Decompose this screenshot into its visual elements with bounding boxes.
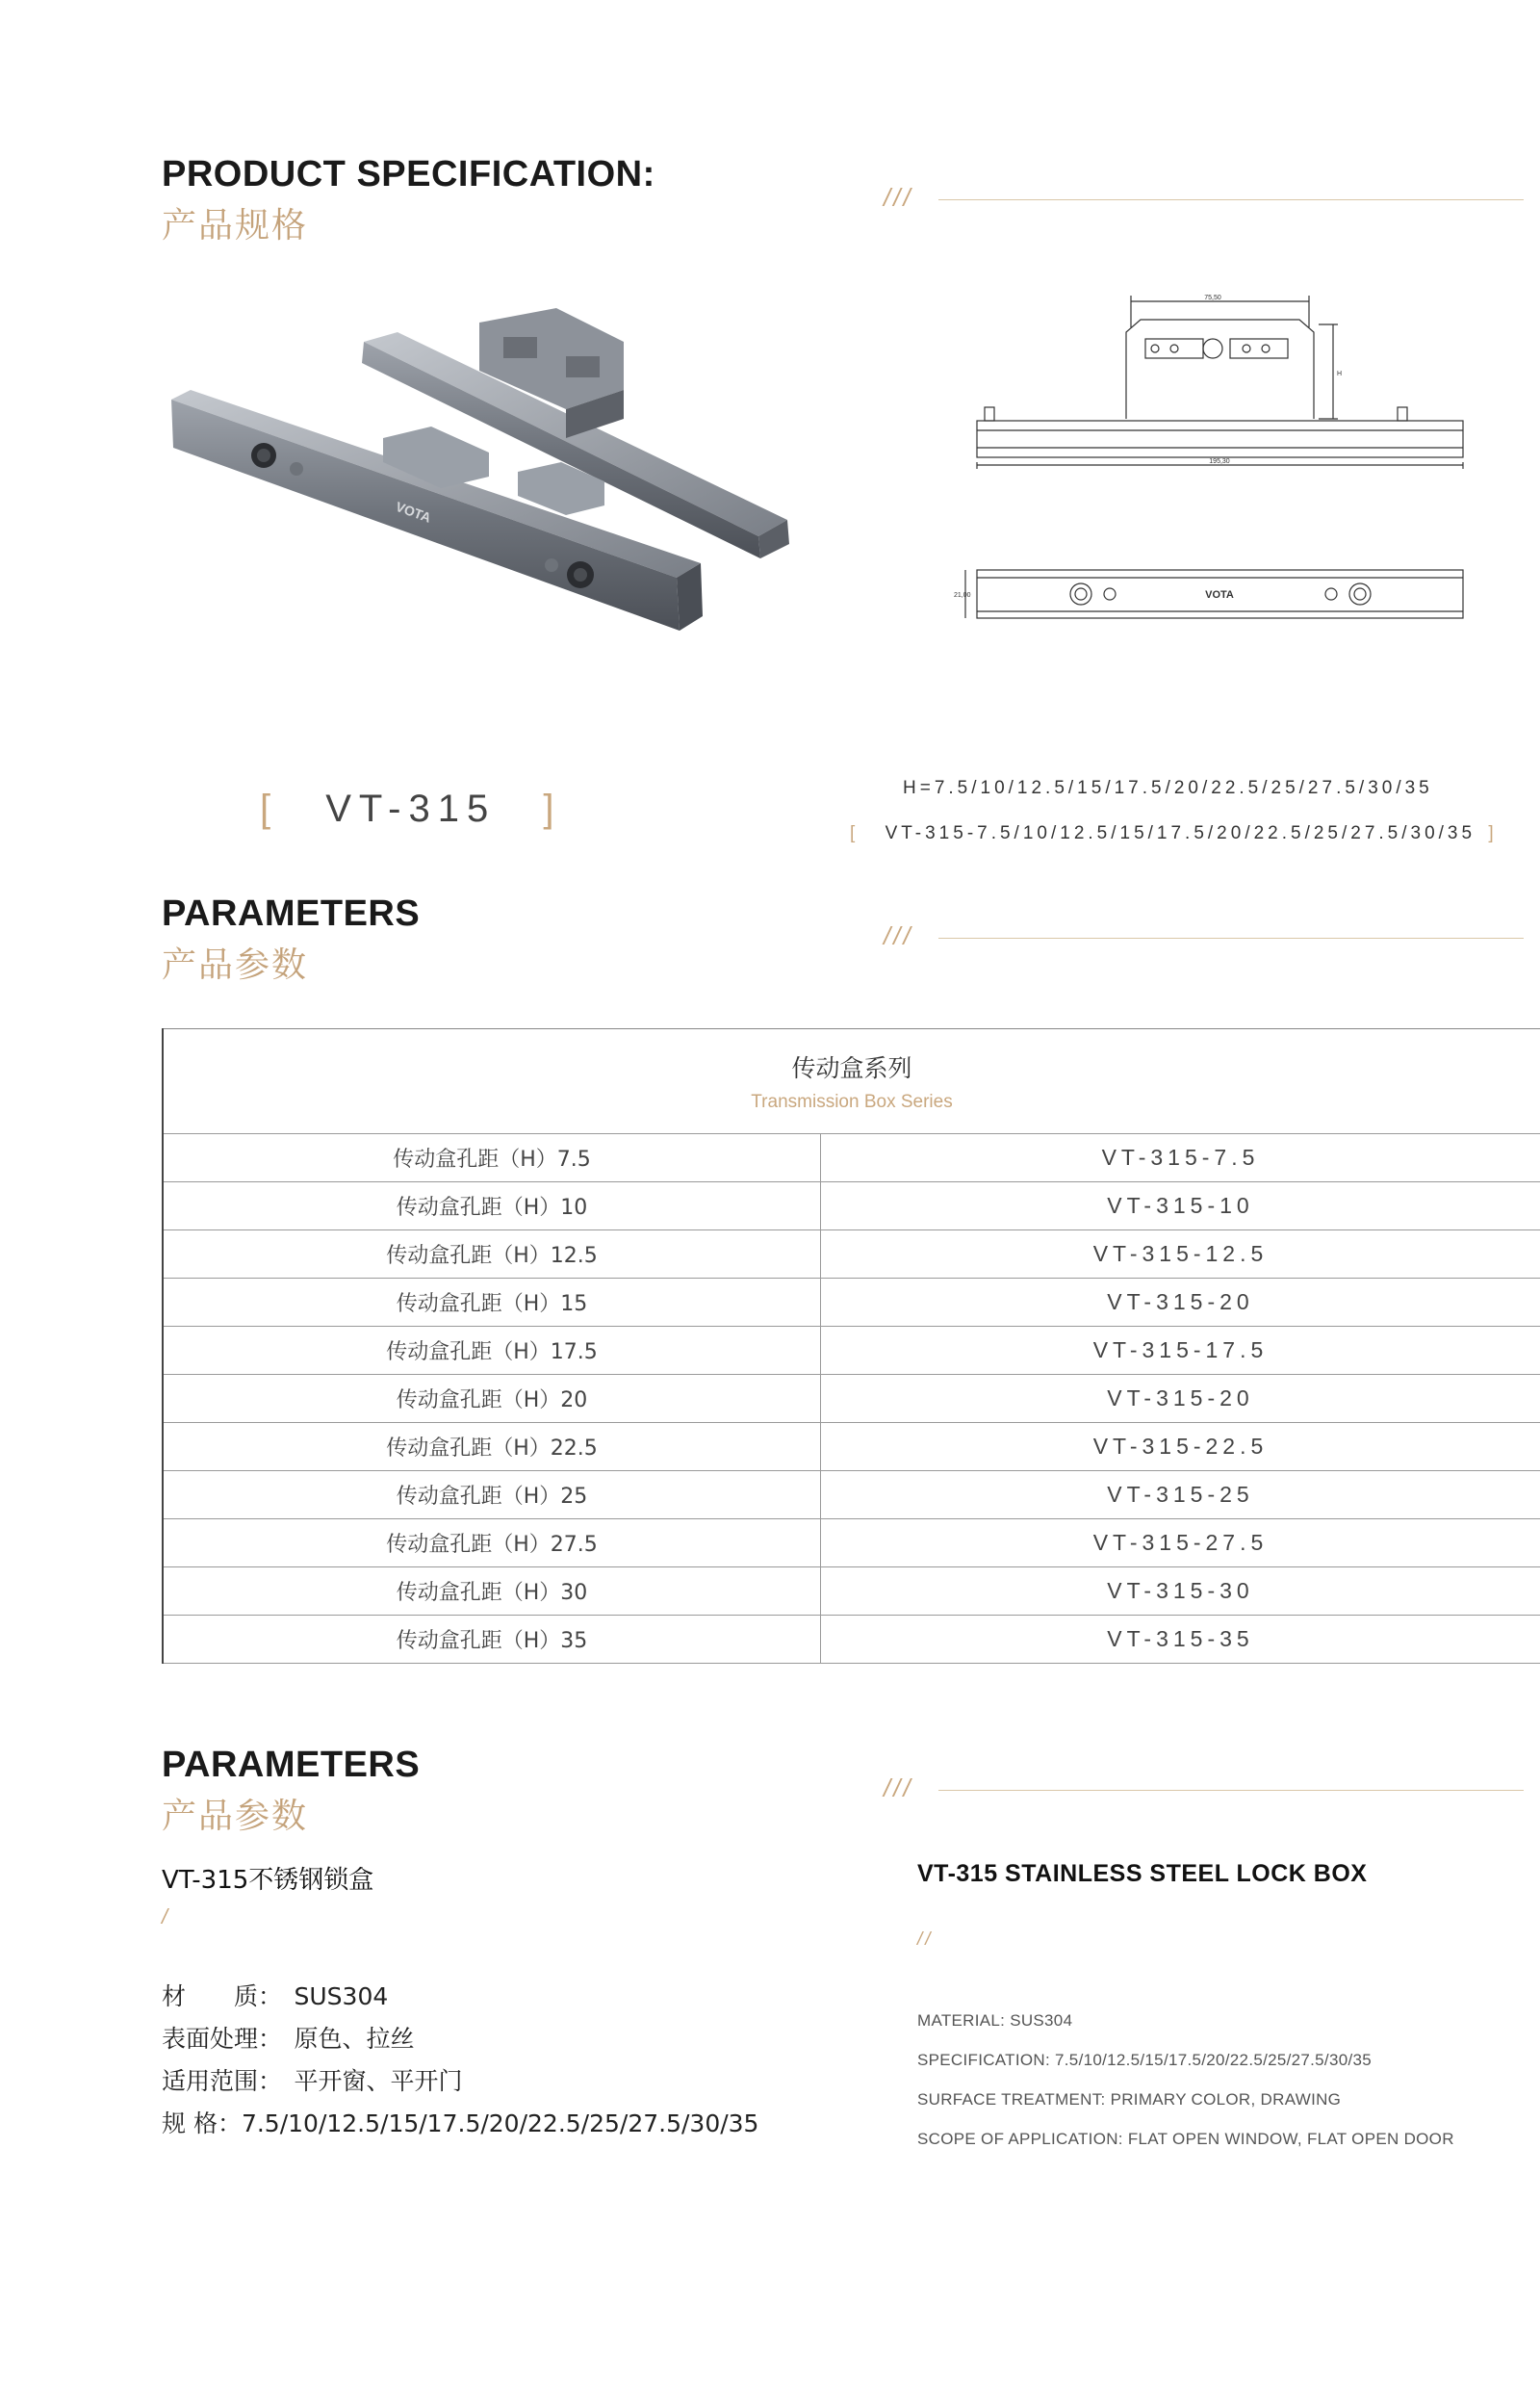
- row-spacing: 传动盒孔距（H）12.5: [163, 1230, 821, 1279]
- table-header: [163, 1029, 1540, 1134]
- product-title-en: VT-315 STAINLESS STEEL LOCK BOX: [917, 1860, 1368, 1887]
- series-text: VT-315-7.5/10/12.5/15/17.5/20/22.5/25/27.5/30/35: [885, 823, 1476, 843]
- spec-title-cn: 产品规格: [162, 206, 309, 246]
- row-spacing: 传动盒孔距（H）27.5: [163, 1519, 821, 1567]
- table-row: [163, 1327, 1540, 1375]
- table-row: [163, 1471, 1540, 1519]
- product-brand-label: VOTA: [393, 498, 434, 526]
- row-spacing: 传动盒孔距（H）17.5: [163, 1327, 821, 1375]
- spec-divider: [938, 199, 1524, 200]
- table-row: [163, 1375, 1540, 1423]
- row-spacing: 传动盒孔距（H）22.5: [163, 1423, 821, 1471]
- attr-material-en: MATERIAL: SUS304: [917, 2011, 1073, 2030]
- attr-spec-en: SPECIFICATION: 7.5/10/12.5/15/17.5/20/22.5/25/27.5/30/35: [917, 2051, 1372, 2069]
- row-model: VT-315-35: [821, 1616, 1540, 1664]
- params2-divider: [938, 1790, 1524, 1791]
- product-title-cn: VT-315不锈钢锁盒: [162, 1866, 374, 1895]
- drawing-brand-label: VOTA: [1205, 589, 1234, 601]
- params1-divider: [938, 938, 1524, 939]
- model-close-bracket: ]: [543, 788, 562, 830]
- dim-length-label: 195,30: [1209, 458, 1230, 465]
- row-model: VT-315-20: [821, 1279, 1540, 1327]
- params2-title-en: PARAMETERS: [162, 1745, 421, 1785]
- product-slash-en: //: [917, 1929, 934, 1950]
- attr-material-cn: 材 质： SUS304: [162, 1982, 389, 2010]
- table-row: [163, 1279, 1540, 1327]
- table-row: [163, 1134, 1540, 1182]
- row-spacing: 传动盒孔距（H）15: [163, 1279, 821, 1327]
- table-row: [163, 1519, 1540, 1567]
- params2-slashes: ///: [884, 1773, 913, 1802]
- table-row: [163, 1182, 1540, 1230]
- params1-title-en: PARAMETERS: [162, 893, 421, 934]
- attr-surface-en: SURFACE TREATMENT: PRIMARY COLOR, DRAWING: [917, 2090, 1342, 2109]
- spec-slashes: ///: [884, 183, 913, 212]
- table-header-row: [163, 1029, 1540, 1134]
- series-close-bracket: ]: [1488, 823, 1498, 843]
- attr-surface-cn: 表面处理： 原色、拉丝: [162, 2025, 415, 2053]
- model-series: [850, 823, 1498, 844]
- row-spacing: 传动盒孔距（H）35: [163, 1616, 821, 1664]
- dim-top-label: 75,50: [1204, 295, 1221, 301]
- row-spacing: 传动盒孔距（H）10: [163, 1182, 821, 1230]
- row-model: VT-315-27.5: [821, 1519, 1540, 1567]
- row-spacing: 传动盒孔距（H）25: [163, 1471, 821, 1519]
- params2-title-cn: 产品参数: [162, 1797, 309, 1836]
- model-open-bracket: [: [260, 788, 279, 830]
- product-slash-cn: /: [162, 1904, 171, 1928]
- row-model: VT-315-7.5: [821, 1134, 1540, 1182]
- dim-height-label: 21,00: [954, 592, 971, 599]
- model-tag: [260, 788, 561, 831]
- lock-box-product-icon: [162, 284, 797, 708]
- table-row: [163, 1616, 1540, 1664]
- row-spacing: 传动盒孔距（H）30: [163, 1567, 821, 1616]
- row-model: VT-315-10: [821, 1182, 1540, 1230]
- row-model: VT-315-12.5: [821, 1230, 1540, 1279]
- attr-spec-cn: 规 格：7.5/10/12.5/15/17.5/20/22.5/25/27.5/30/35: [162, 2109, 759, 2137]
- spec-table: [162, 1028, 1540, 1664]
- attr-scope-en: SCOPE OF APPLICATION: FLAT OPEN WINDOW, FLAT OPEN DOOR: [917, 2130, 1454, 2148]
- row-spacing: 传动盒孔距（H）7.5: [163, 1134, 821, 1182]
- attr-scope-cn: 适用范围： 平开窗、平开门: [162, 2067, 463, 2095]
- row-model: VT-315-20: [821, 1375, 1540, 1423]
- row-model: VT-315-22.5: [821, 1423, 1540, 1471]
- table-row: [163, 1230, 1540, 1279]
- spec-title-en: PRODUCT SPECIFICATION:: [162, 154, 655, 194]
- product-image: [162, 284, 797, 708]
- technical-drawing: [954, 284, 1477, 640]
- row-model: VT-315-25: [821, 1471, 1540, 1519]
- h-values: H=7.5/10/12.5/15/17.5/20/22.5/25/27.5/30/35: [903, 778, 1433, 798]
- params1-slashes: ///: [884, 921, 913, 950]
- table-header-en: Transmission Box Series: [751, 1092, 953, 1112]
- table-row: [163, 1567, 1540, 1616]
- row-spacing: 传动盒孔距（H）20: [163, 1375, 821, 1423]
- dim-side-label: H: [1337, 371, 1343, 377]
- table-header-cn: 传动盒系列: [791, 1054, 912, 1082]
- row-model: VT-315-17.5: [821, 1327, 1540, 1375]
- table-row: [163, 1423, 1540, 1471]
- technical-drawing-icon: [954, 284, 1477, 640]
- series-open-bracket: [: [850, 823, 860, 843]
- params1-title-cn: 产品参数: [162, 945, 309, 985]
- row-model: VT-315-30: [821, 1567, 1540, 1616]
- model-name: VT-315: [325, 788, 497, 830]
